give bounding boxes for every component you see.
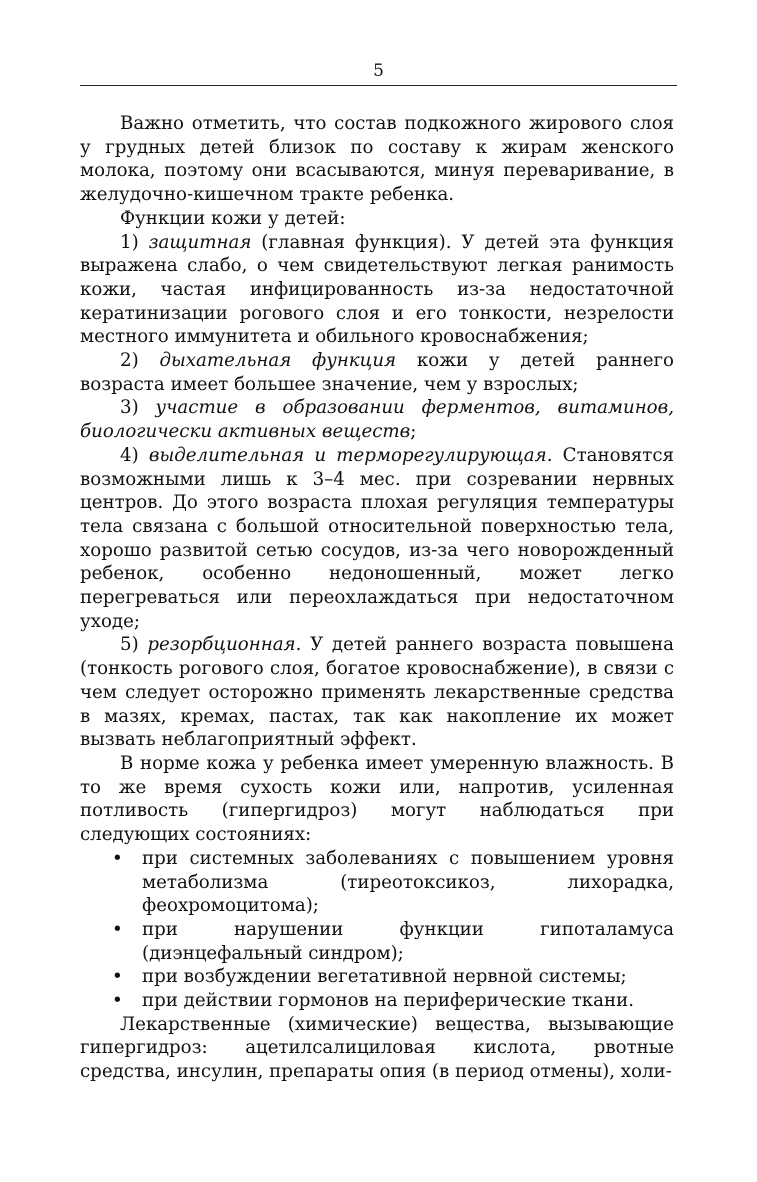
bullet-icon: •: [112, 966, 123, 988]
bullet-item: [80, 965, 674, 989]
function-description: ;: [410, 421, 417, 443]
bullet-item: [80, 847, 674, 918]
conditions-bullet-list: [80, 847, 674, 1013]
function-description: Становятся возможными лишь к 3–4 мес. при созревании нервных центров. До этого возраста плохая регуляция температуры тела связана с большой относительной поверхностью тела, хорошо развитой сетью сосудов, из-за чего новорожденный ребенок, особенно недоношенный, может легко перегреваться или переохлаждаться при недостаточном уходе;: [80, 444, 674, 632]
bullet-text: при возбуждении вегетативной нервной системы;: [142, 966, 627, 988]
function-number: 5): [120, 634, 148, 656]
bullet-item: [80, 918, 674, 965]
function-number: 4): [120, 444, 149, 466]
function-item-protective: [80, 231, 674, 350]
bullet-icon: •: [112, 918, 123, 940]
page-body: [80, 112, 674, 1084]
function-number: 3): [120, 397, 156, 419]
paragraph-skin-functions-heading: Функции кожи у детей:: [120, 207, 346, 229]
header-rule: [80, 85, 677, 86]
function-number: 1): [120, 231, 149, 253]
function-term: защитная: [148, 231, 252, 253]
function-item-excretory-thermoregulatory: [80, 444, 674, 634]
page-number: 5: [373, 61, 384, 81]
function-term: выделительная и терморегулирующая.: [148, 444, 553, 466]
bullet-icon: •: [112, 847, 123, 869]
function-number: 2): [120, 350, 160, 372]
function-description: У детей раннего возраста повышена (тонкость рогового слоя, богатое кровоснабжение), в связи с чем следует осторожно применять лекарственные средства в мазях, кремах, пастах, так как накопление их может вызвать неблагоприятный эффект.: [80, 634, 674, 751]
bullet-icon: •: [112, 990, 123, 1012]
paragraph-hyperhidrosis-drugs: Лекарственные (химические) вещества, вызывающие гипергидроз: ацетилсалициловая кислота, рвотные средства, инсулин, препараты опия (в период отмены), холи-: [80, 1013, 674, 1083]
paragraph-skin-moisture: В норме кожа у ребенка имеет умеренную влажность. В то же время сухость кожи или, напротив, усиленная потливость (гипергидроз) могут наблюдаться при следующих состояниях:: [80, 752, 674, 846]
bullet-text: при нарушении функции гипоталамуса (диэнцефальный синдром);: [142, 918, 674, 964]
function-item-respiratory: [80, 349, 674, 396]
bullet-text: при действии гормонов на периферические ткани.: [142, 990, 635, 1012]
bullet-text: при системных заболеваниях с повышением уровня метаболизма (тиреотоксикоз, лихорадка, феохромоцитома);: [142, 847, 674, 917]
paragraph-subcutaneous-fat: Важно отметить, что состав подкожного жирового слоя у грудных детей близок по составу к жирам женского молока, поэтому они всасываются, минуя переваривание, в желудочно-кишечном тракте ребенка.: [80, 113, 674, 206]
function-description: кожи у детей раннего возраста имеет большее значение, чем у взрослых;: [80, 350, 674, 395]
function-item-resorptive: [80, 633, 674, 752]
function-item-enzymes: [80, 396, 674, 443]
function-description: (главная функция). У детей эта функция выражена слабо, о чем свидетельствуют легкая ранимость кожи, частая инфицированность из-за недостаточной кератинизации рогового слоя и его тонкости, незрелости местного иммунитета и обильного кровоснабжения;: [80, 231, 674, 348]
function-term: участие в образовании ферментов, витаминов, биологически активных веществ: [80, 397, 674, 443]
function-term: резорбционная.: [147, 634, 302, 656]
function-term: дыхательная функция: [159, 350, 397, 372]
bullet-item: [80, 989, 674, 1013]
